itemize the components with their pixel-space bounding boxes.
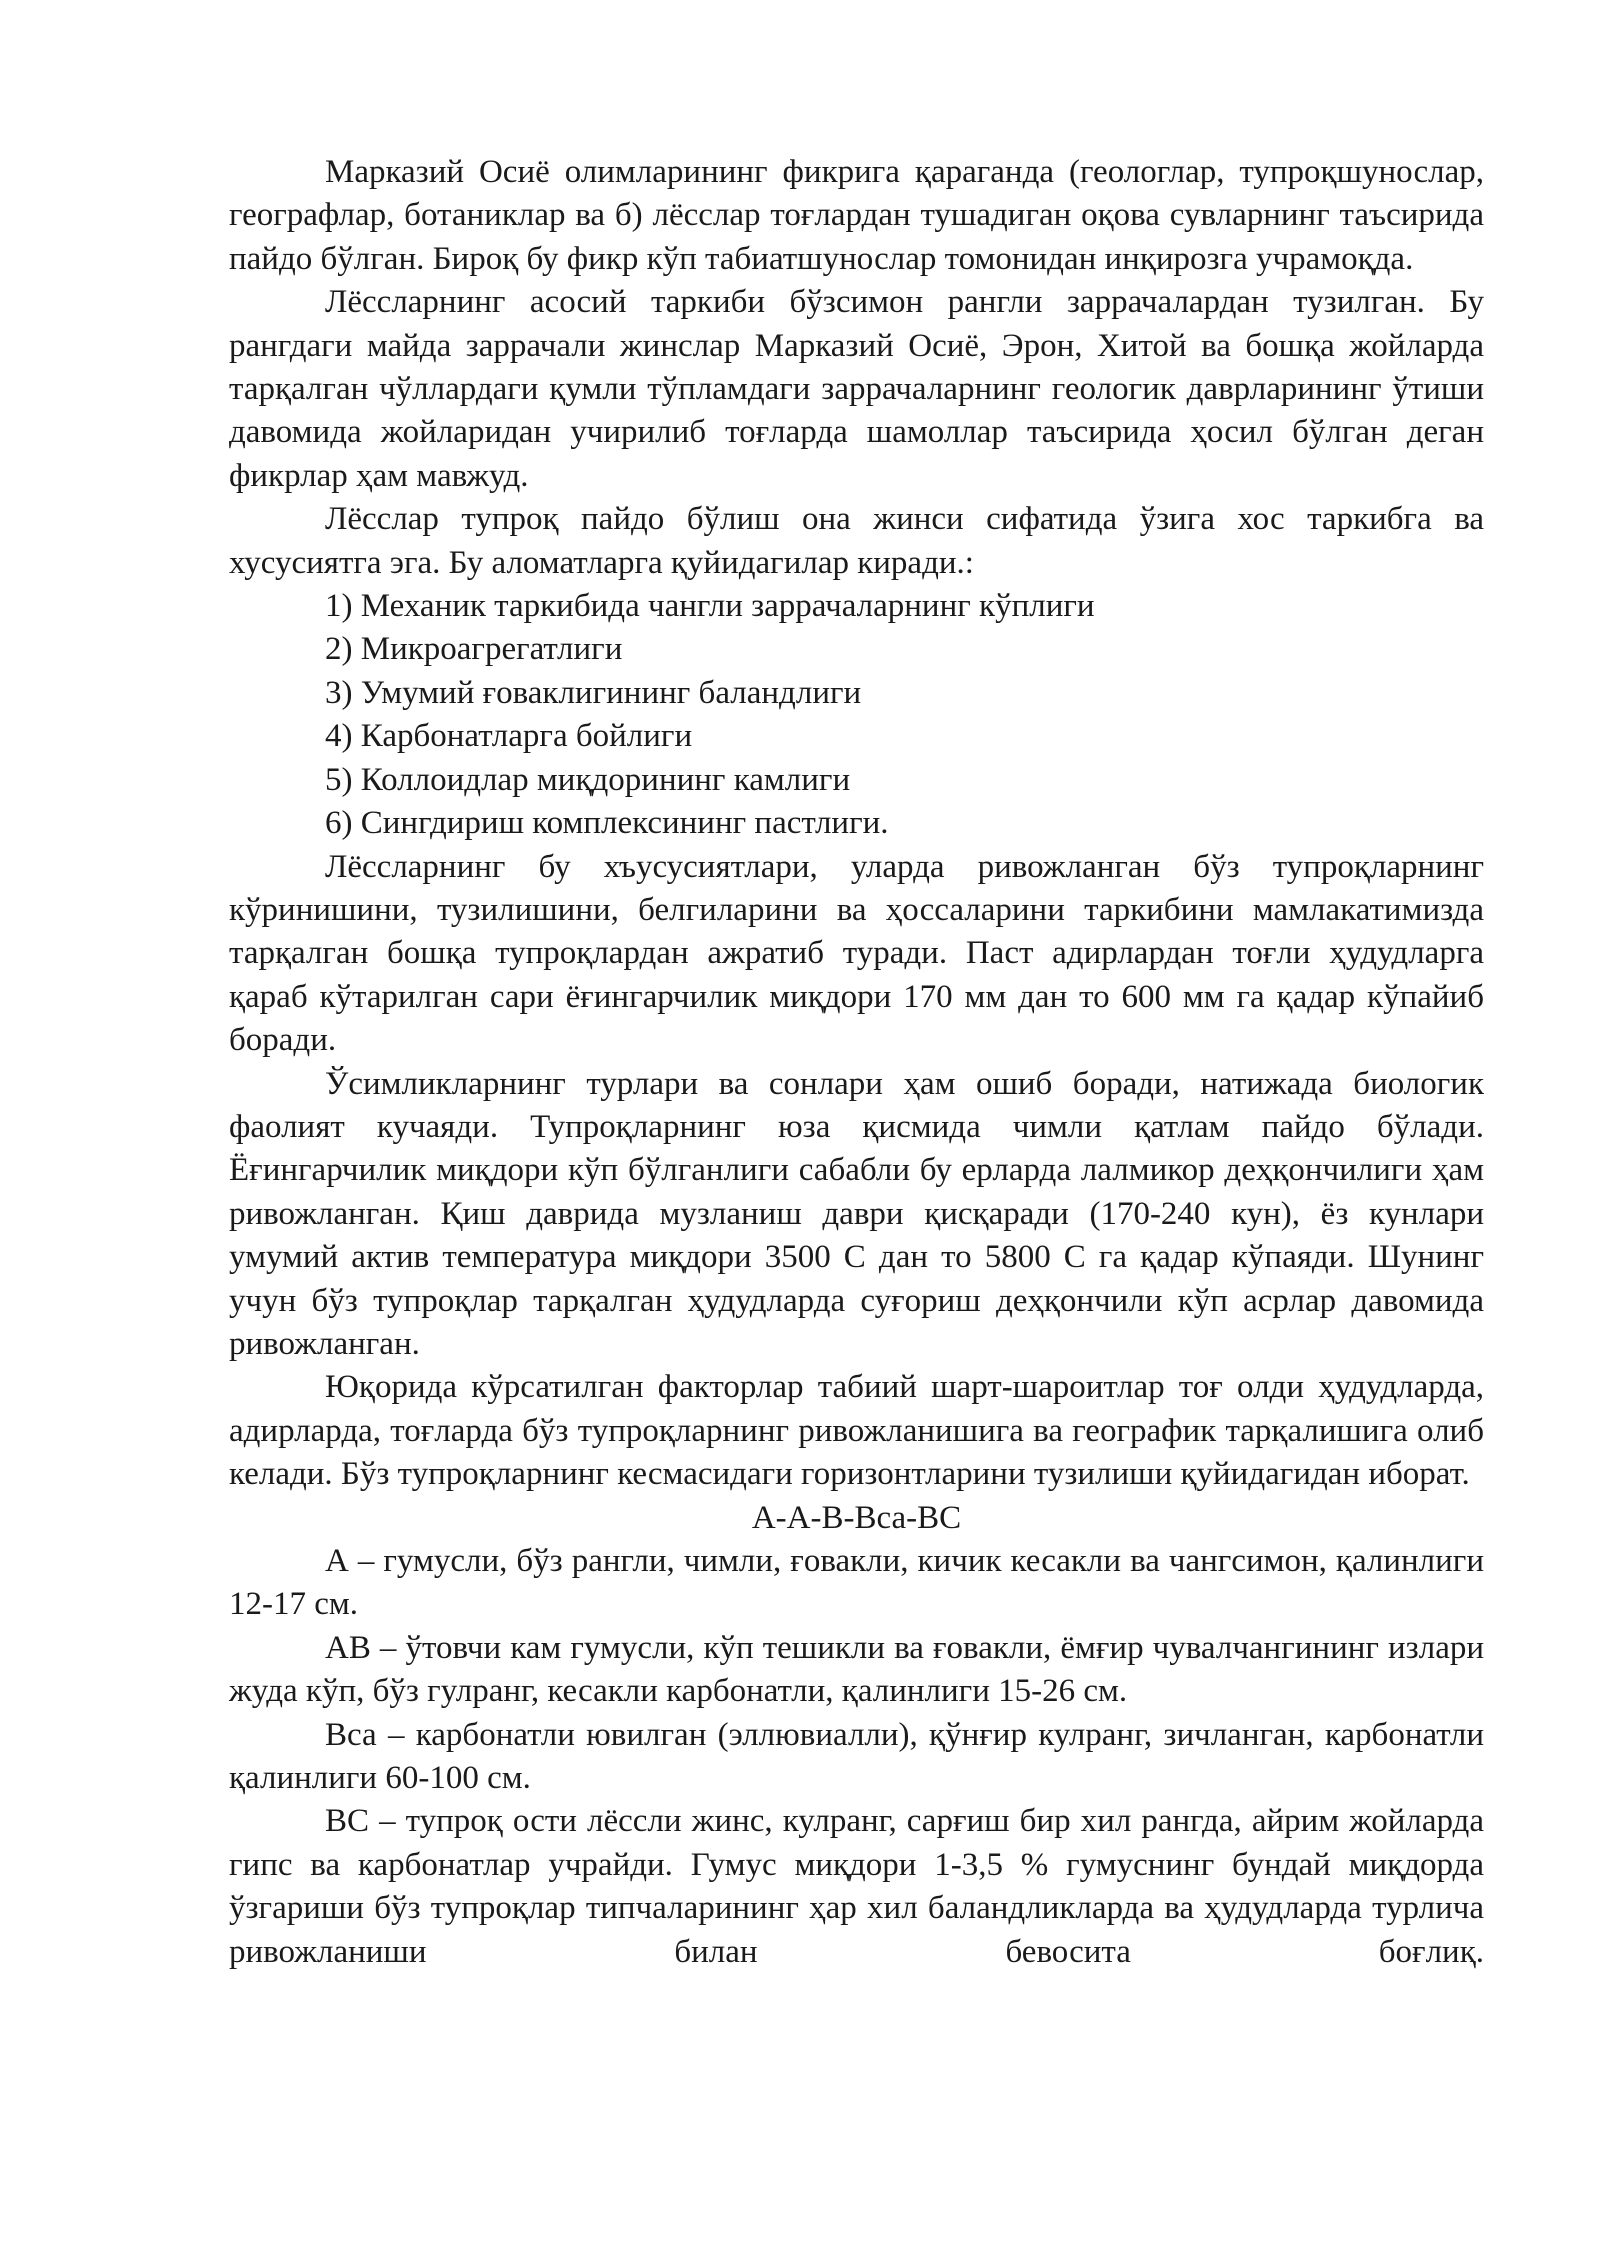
paragraph-middle-2: Ўсимликларнинг турлари ва сонлари ҳам ошиб боради, натижада биологик фаолият кучаяди. Тупроқларнинг юза қисмида чимли қатлам пайдо бўлади. Ёғингарчилик миқдори кўп бўлганлиги сабабли бу ерларда лалмикор деҳқончилиги ҳам ривожланган. Қиш даврида музланиш даври қисқаради (170-240 кун), ёз кунлари умумий актив температура миқдори 3500 С дан то 5800 С га қадар кўпаяди. Шунинг учун бўз тупроқлар тарқалган ҳудудларда суғориш деҳқончили кўп асрлар давомида ривожланган. bbox=[229, 1065, 1484, 1362]
paragraph-intro-1: Марказий Осиё олимларининг фикрига қараганда (геологлар, тупроқшунослар, географлар, ботаниклар ва б) лёсслар тоғлардан тушадиган оқова сувларнинг таъсирида пайдо бўлган. Бироқ бу фикр кўп табиатшунослар томонидан инқирозга учрамоқда. bbox=[229, 154, 1484, 277]
document-page bbox=[229, 151, 1484, 1974]
horizon-a-description: А – гумусли, бўз рангли, чимли, ғовакли, кичик кесакли ва чангсимон, қалинлиги 12-17 см. bbox=[229, 1543, 1484, 1623]
list-item: 1) Механик таркибида чангли заррачаларнинг кўплиги bbox=[325, 588, 1095, 625]
properties-list bbox=[229, 585, 1484, 845]
list-item: 2) Микроагрегатлиги bbox=[325, 631, 623, 668]
horizon-formula: А-А-В-Вса-ВС bbox=[751, 1499, 962, 1536]
horizon-bca-description: Вса – карбонатли ювилган (эллювиалли), қўнғир кулранг, зичланган, карбонатли қалинлиги 60-100 см. bbox=[229, 1716, 1484, 1797]
paragraph-middle-1: Лёссларнинг бу хъусусиятлари, уларда ривожланган бўз тупроқларнинг кўринишини, тузилишини, белгиларини ва ҳоссаларини таркибини мамлакатимизда тарқалган бошқа тупроқлардан ажратиб туради. Паст адирлардан тоғли ҳудудларга қараб кўтарилган сари ёғингарчилик миқдори 170 мм дан то 600 мм га қадар кўпайиб боради. bbox=[229, 848, 1484, 1059]
horizon-bc-description: ВС – тупроқ ости лёссли жинс, кулранг, сарғиш бир хил рангда, айрим жойларда гипс ва карбонатлар учрайди. Гумус миқдори 1-3,5 % гумуснинг бундай миқдорда ўзгариши бўз тупроқлар типчаларининг ҳар хил баландликларда ва ҳудудларда турлича ривожланиши билан бевосита боғлиқ. bbox=[229, 1803, 1484, 1970]
list-item: 6) Сингдириш комплексининг пастлиги. bbox=[325, 805, 889, 842]
horizon-ab-description: АВ – ўтовчи кам гумусли, кўп тешикли ва ғовакли, ёмғир чувалчангининг излари жуда кўп, бўз гулранг, кесакли карбонатли, қалинлиги 15-26 см. bbox=[229, 1629, 1484, 1710]
list-item: 5) Коллоидлар миқдорининг камлиги bbox=[325, 761, 851, 798]
list-item: 4) Карбонатларга бойлиги bbox=[325, 718, 693, 755]
paragraph-intro-3: Лёсслар тупроқ пайдо бўлиш она жинси сифатида ўзига хос таркибга ва хусусиятга эга. Бу аломатларга қуйидагилар киради.: bbox=[229, 501, 1484, 581]
paragraph-middle-3: Юқорида кўрсатилган факторлар табиий шарт-шароитлар тоғ олди ҳудудларда, адирларда, тоғларда бўз тупроқларнинг ривожланишига ва географик тарқалишига олиб келади. Бўз тупроқларнинг кесмасидаги горизонтларини тузилиши қуйидагидан иборат. bbox=[229, 1369, 1484, 1493]
list-item: 3) Умумий ғоваклигининг баландлиги bbox=[325, 674, 862, 711]
paragraph-intro-2: Лёссларнинг асосий таркиби бўзсимон рангли заррачалардан тузилган. Бу рангдаги майда заррачали жинслар Марказий Осиё, Эрон, Хитой ва бошқа жойларда тарқалган чўллардаги қумли тўпламдаги заррачаларнинг геологик даврларининг ўтиши давомида жойларидан учирилиб тоғларда шамоллар таъсирида ҳосил бўлган деган фикрлар ҳам мавжуд. bbox=[229, 284, 1484, 494]
